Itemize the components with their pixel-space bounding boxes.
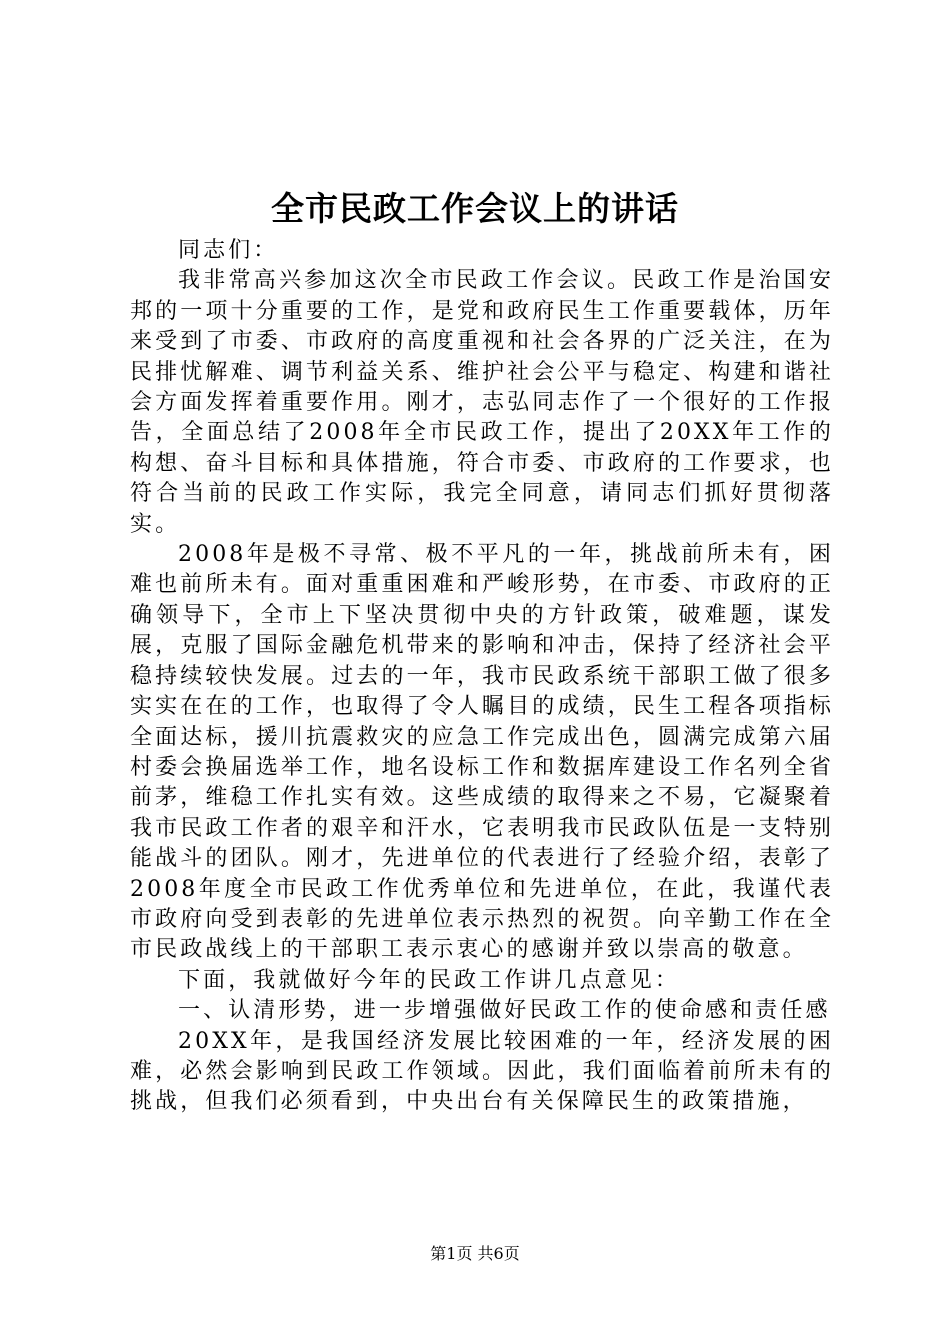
paragraph-4: 20XX年，是我国经济发展比较困难的一年，经济发展的困难，必然会影响到民政工作领域。因此，我们面临着前所未有的挑战，但我们必须看到，中央出台有关保障民生的政策措施， <box>130 1028 834 1115</box>
paragraph-3: 下面，我就做好今年的民政工作讲几点意见： <box>178 967 681 993</box>
document-body <box>130 236 834 1118</box>
salutation: 同志们： <box>178 238 279 263</box>
paragraph-2: 2008年是极不寻常、极不平凡的一年，挑战前所未有，困难也前所未有。面对重重困难和严峻形势，在市委、市政府的正确领导下，全市上下坚决贯彻中央的方针政策，破难题，谋发展，克服了国际金融危机带来的影响和冲击，保持了经济社会平稳持续较快发展。过去的一年，我市民政系统干部职工做了很多实实在在的工作，也取得了令人瞩目的成绩，民生工程各项指标全面达标，援川抗震救灾的应急工作完成出色，圆满完成第六届村委会换届选举工作，地名设标工作和数据库建设工作名列全省前茅，维稳工作扎实有效。这些成绩的取得来之不易，它凝聚着我市民政工作者的艰辛和汗水，它表明我市民政队伍是一支特别能战斗的团队。刚才，先进单位的代表进行了经验介绍，表彰了2008年度全市民政工作优秀单位和先进单位，在此，我谨代表市政府向受到表彰的先进单位表示热烈的祝贺。向辛勤工作在全市民政战线上的干部职工表示衷心的感谢并致以崇高的敬意。 <box>130 542 834 963</box>
paragraph-1: 我非常高兴参加这次全市民政工作会议。民政工作是治国安邦的一项十分重要的工作，是党和政府民生工作重要载体，历年来受到了市委、市政府的高度重视和社会各界的广泛关注，在为民排忧解难、调节利益关系、维护社会公平与稳定、构建和谐社会方面发挥着重要作用。刚才，志弘同志作了一个很好的工作报告，全面总结了2008年全市民政工作，提出了20XX年工作的构想、奋斗目标和具体措施，符合市委、市政府的工作要求，也符合当前的民政工作实际，我完全同意，请同志们抓好贯彻落实。 <box>130 268 834 537</box>
page-number-footer: 第1页 共6页 <box>430 1244 520 1263</box>
document-title: 全市民政工作会议上的讲话 <box>271 189 679 228</box>
section-heading-1: 一、认清形势，进一步增强做好民政工作的使命感和责任感 <box>178 998 831 1024</box>
